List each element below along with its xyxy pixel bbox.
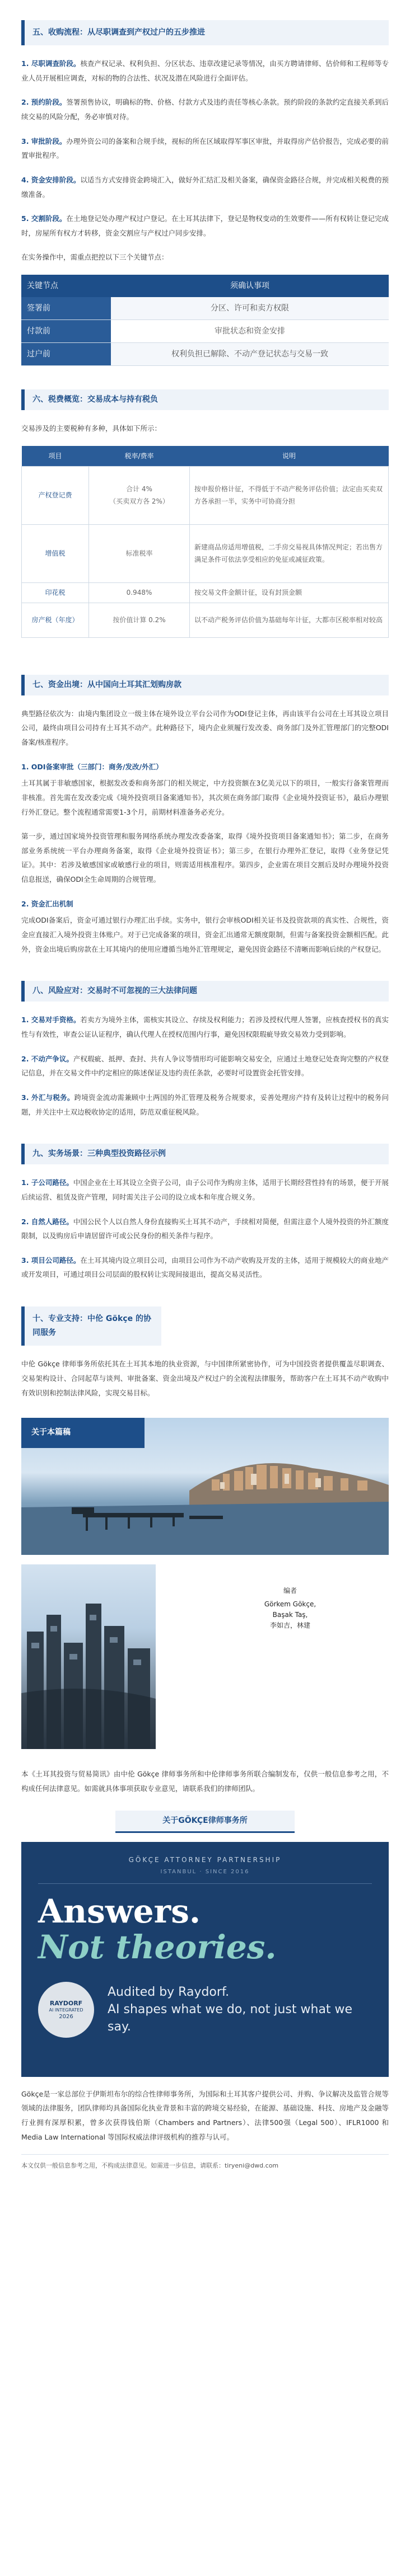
- badge-top: RAYDORF: [49, 1999, 83, 2007]
- section-9-title: 九、实务场景：三种典型投资路径示例: [32, 1149, 166, 1159]
- table-row: 产权登记费 合计 4% （买卖双方各 2%） 按申报价格计征，不得低于不动产税务评估价值；法定由买卖双方各承担一半，实务中可协商分担: [22, 466, 389, 524]
- section-10-header: [21, 1306, 161, 1346]
- table-row: 过户前 权利负担已解除、不动产登记状态与交易一致: [21, 343, 389, 366]
- section-8-header: [21, 981, 389, 1002]
- table-row: 签署前 分区、许可和卖方权限: [21, 297, 389, 320]
- table-row: 房产税（年度） 按价值计算 0.2% 以不动产税务评估价值为基础每年计征，大都市区税率相对较高: [22, 603, 389, 637]
- editor-block: [206, 1586, 374, 1631]
- banner-top: GÖKÇE ATTORNEY PARTNERSHIP: [128, 1855, 282, 1864]
- odi-heading: 1. ODI备案审批（三部门：商务/发改/外汇）: [21, 762, 163, 771]
- section-6-header: [21, 389, 389, 410]
- section-7-title: 七、资金出境：从中国向土耳其汇划购房款: [32, 680, 181, 689]
- section-9-header: [21, 1144, 389, 1164]
- tax-head-rate: 税率/费率: [89, 446, 190, 467]
- badge-year: 2026: [59, 2014, 73, 2020]
- contact-note: 本文仅供一般信息参考之用，不构成法律意见。如需进一步信息，请联系：tiryeni@dwd.com: [21, 2162, 279, 2170]
- step-3: 3. 审批阶段。办理外资公司的备案和合规手续，视标的所在区域取得军事区审批，并取得房产估价报告，完成必要的前置审批程序。: [21, 137, 389, 160]
- firm-banner: [21, 1842, 389, 2077]
- section-7-header: [21, 675, 389, 695]
- section-6-title: 六、税费概览：交易成本与持有税负: [32, 395, 158, 405]
- tax-head-item: 项目: [22, 446, 89, 467]
- risk-1: 1. 交易对手资格。若卖方为境外主体，需核实其设立、存续及权利能力；若涉及授权代理人签署，应核查授权书的真实性与有效性，审查公证认证程序，确认代理人在授权范围内行事，避免因权限瑕疵导致交易效力受到影响。: [21, 1016, 389, 1039]
- closing-note: 本《土耳其投资与贸易简讯》由中伦 Gökçe 律师事务所和中伦律师事务所联合编制发布，仅供一般信息参考之用，不构成任何法律意见。如需就具体事项获取专业意见，请联系我们的律师团队。: [21, 1770, 389, 1793]
- section-5-header: [21, 20, 389, 45]
- section-8-title: 八、风险应对：交易时不可忽视的三大法律问题: [32, 986, 197, 996]
- editor-name: 李如吉，林建: [269, 1621, 310, 1629]
- step-2: 2. 预约阶段。签署预售协议，明确标的物、价格、付款方式及违约责任等核心条款。预约阶段的条款约定直接关系到后续交易的风险分配，务必审慎对待。: [21, 98, 389, 121]
- step-4: 4. 资金安排阶段。以适当方式安排资金跨境汇入，做好外汇结汇及相关备案，确保资金路径合规，并完成相关税费的预缴准备。: [21, 175, 389, 199]
- remit-heading: 2. 资金汇出机制: [21, 899, 73, 908]
- city-photo: [21, 1564, 156, 1749]
- editor-label: 编者: [283, 1587, 297, 1595]
- about-block: [21, 1418, 389, 1754]
- badge-mid: AI INTEGRATED: [49, 2007, 83, 2013]
- table-row: 印花税 0.948% 按交易文件金额计征，设有封顶金额: [22, 582, 389, 603]
- section-5-title: 五、收购流程：从尽职调查到产权过户的五步推进: [32, 28, 205, 37]
- step-1: 1. 尽职调查阶段。核查产权记录、权利负担、分区状态、违章改建记录等情况，由买方聘请律师、估价师和工程师等专业人员开展相应调查，对标的物的合法性、状况及潜在风险进行全面评估。: [21, 59, 389, 82]
- firm-header: [115, 1811, 295, 1833]
- section-10-title: 十、专业支持：中伦 Gökçe 的协同服务: [32, 1314, 151, 1338]
- odi-para-2: 第一步，通过国家境外投资管理和服务网络系统办理发改委备案，取得《境外投资项目备案通知书》；第二步，在商务部业务系统统一平台办理商务备案，取得《企业境外投资证书》；第三步，在银行办理外汇登记，取得《业务登记凭证》。其中：若涉及敏感国家或敏感行业的项目，则需适用核准程序。第四步，企业需在项目交割后及时办理境外投资信息报送，确保ODI全生命周期的合规管理。: [21, 832, 389, 884]
- firm-desc: Gökçe是一家总部位于伊斯坦布尔的综合性律师事务所，为国际和土耳其客户提供公司、并购、争议解决及监管合规等领域的法律服务，团队律师均具备国际化执业背景和丰富的跨境交易经验，在能源、基础设施、科技、房地产及金融等行业拥有深厚积累，曾多次获得钱伯斯（Chambers and Partners）、法律500强（Legal 500）、IFLR1000 和 Media Law International 等国际权威法律评级机构的推荐与认可。: [21, 2089, 389, 2141]
- banner-sub: ISTANBUL · SINCE 2016: [160, 1868, 250, 1875]
- table1-head-node: 关键节点: [21, 275, 111, 297]
- step-5: 5. 交割阶段。在土地登记处办理产权过户登记。在土耳其法律下，登记是物权变动的生效要件——所有权转让登记完成时，房屋所有权方才转移，资金交割应与产权过户同步安排。: [21, 214, 389, 237]
- table1-head-item: 须确认事项: [111, 275, 389, 297]
- headline-1: Answers.: [38, 1892, 201, 1930]
- tax-table: [21, 446, 389, 638]
- about-label: 关于本篇稿: [21, 1418, 145, 1448]
- editor-name: Görkem Gökçe,: [264, 1600, 316, 1608]
- table-row: 付款前 审批状态和资金安排: [21, 320, 389, 343]
- path-3: 3. 项目公司路径。在土耳其境内设立项目公司，由项目公司作为不动产收购及开发的主体，适用于规模较大的商业地产或开发项目，可通过项目公司层面的股权转让实现间接退出，提高交易灵活性。: [21, 1256, 389, 1279]
- path-1: 1. 子公司路径。中国企业在土耳其设立全资子公司，由子公司作为购房主体，适用于长期经营性持有的场景，便于开展后续运营、租赁及资产管理，同时需关注子公司的设立成本和年度合规义务。: [21, 1178, 389, 1201]
- editor-name: Başak Taş,: [272, 1610, 308, 1619]
- key-nodes-table: [21, 275, 389, 366]
- audit-line-1: Audited by Raydorf.: [108, 1985, 230, 2000]
- risk-3: 3. 外汇与税务。跨境资金流动需兼顾中土两国的外汇管理及税务合规要求，妥善处理房产持有及转让过程中的税务问题，并关注中土双边税收协定的适用，防范双重征税风险。: [21, 1093, 389, 1116]
- summary-text: 在实务操作中，需重点把控以下三个关键节点：: [21, 253, 169, 262]
- tax-intro: 交易涉及的主要税种有多种，具体如下所示：: [21, 424, 162, 433]
- audit-line-2: AI shapes what we do, not just what we say.: [108, 2002, 353, 2034]
- path-2: 2. 自然人路径。中国公民个人以自然人身份直接购买土耳其不动产，手续相对简便，但需注意个人境外投资的外汇额度限制，以及购房后申请居留许可或公民身份的相关条件与程序。: [21, 1217, 389, 1240]
- odi-intro: 典型路径依次为：由境内集团设立一级主体在境外设立平台公司作为ODI登记主体，再由该平台公司在土耳其设立项目公司，最终由项目公司持有土耳其不动产。此种路径下，境内企业须履行发改委、商务部门及外汇管理部门的完整ODI备案/核准程序。: [21, 709, 389, 747]
- odi-para-1: 土耳其属于非敏感国家，根据发改委和商务部门的相关规定，中方投资额在3亿美元以下的项目，一般实行备案管理而非核准。首先需在发改委完成《境外投资项目备案通知书》，其次须在商务部门取得《企业境外投资证书》，最后办理银行外汇登记。整个流程通常需要1-3个月，前期材料准备务必充分。: [21, 779, 389, 816]
- support-para: 中伦 Gökçe 律师事务所依托其在土耳其本地的执业资源，与中国律所紧密协作，可为中国投资者提供覆盖尽职调查、交易架构设计、合同起草与谈判、审批备案、资金出境及产权过户的全流程法律服务，帮助客户在土耳其不动产收购中有效识别和控制法律风险，实现交易目标。: [21, 1360, 389, 1397]
- raydorf-badge: [38, 1982, 94, 2038]
- firm-title: 关于GÖKÇE律师事务所: [162, 1816, 248, 1825]
- headline-2: Not theories.: [38, 1928, 277, 1966]
- remit-para: 完成ODI备案后，资金可通过银行办理汇出手续。实务中，银行会审核ODI相关证书及投资款项的真实性、合规性，资金应直接汇入境外投资主体账户。对于已完成备案的项目，资金汇出通常无额度限制，但需与备案投资金额相匹配。此外，资金出境后购房款在土耳其境内的使用应遵循当地外汇管理规定，避免因资金路径不清晰而影响后续的产权登记。: [21, 916, 389, 953]
- risk-2: 2. 不动产争议。产权瑕疵、抵押、查封、共有人争议等情形均可能影响交易安全，应通过土地登记处查询完整的产权登记信息，并在交易文件中约定相应的陈述保证及违约责任条款，必要时可设置资金托管安排。: [21, 1054, 389, 1078]
- tax-head-desc: 说明: [190, 446, 389, 467]
- table-row: 增值税 标准税率 新建商品房适用增值税，二手房交易视具体情况判定；若出售方满足条件可依法享受相应的免征或减征政策。: [22, 524, 389, 582]
